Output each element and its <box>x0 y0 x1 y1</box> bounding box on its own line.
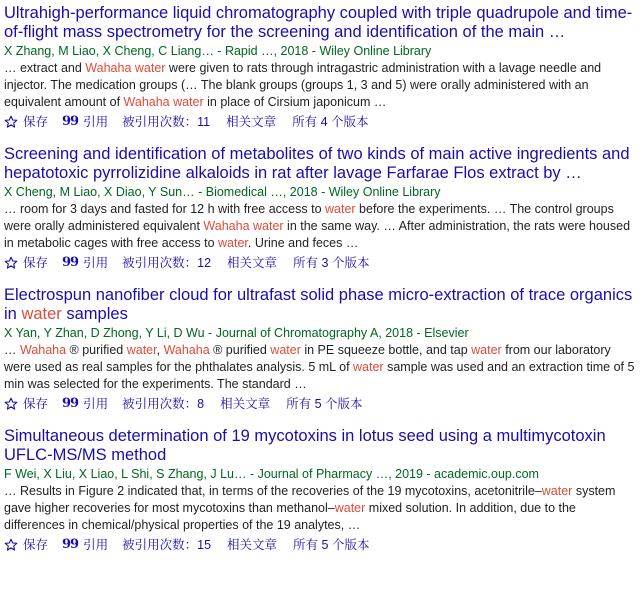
cite-button[interactable] <box>62 113 108 131</box>
text-segment: ® purified <box>209 343 271 357</box>
highlighted-term: water <box>270 343 301 357</box>
quote-icon: 99 <box>62 537 79 552</box>
save-button[interactable] <box>4 113 48 131</box>
related-articles-link[interactable]: 相关文章 <box>226 115 277 129</box>
result-title-link[interactable] <box>4 427 638 465</box>
text-segment: ® purified <box>66 343 127 357</box>
highlighted-term: water <box>126 343 157 357</box>
cited-by-link[interactable]: 被引用次数：8 <box>122 397 205 411</box>
text-segment: sample was used and an extraction time of 5 min was selected for the experiments. The standard … <box>4 360 635 391</box>
result-title-link[interactable] <box>4 286 638 324</box>
highlighted-term: water <box>471 343 502 357</box>
save-label: 保存 <box>23 256 49 270</box>
text-segment: Simultaneous determination of 19 mycotoxins in lotus seed using a multimycotoxin UFLC-MS/MS method <box>4 427 606 464</box>
result-item <box>4 427 638 554</box>
text-segment: . Urine and feces … <box>247 236 359 250</box>
save-button[interactable] <box>4 254 48 272</box>
cite-label: 引用 <box>83 538 109 552</box>
all-versions-link[interactable]: 所有 5 个版本 <box>293 538 370 552</box>
save-label: 保存 <box>23 397 49 411</box>
text-segment: in place of Cirsium japonicum … <box>203 95 387 109</box>
text-segment: were given to rats through intragastric administration with a lavage needle and injector. The medication groups (… The blank groups (groups 1, 3 and 5) were orally administered with an equivalent amount of <box>4 61 602 109</box>
star-icon <box>4 115 18 129</box>
text-segment: before the experiments. … The control groups were orally administered equivalent <box>4 202 614 233</box>
text-segment: … room for 3 days and fasted for 12 h with free access to <box>4 202 325 216</box>
text-segment: in PE squeeze bottle, and tap <box>300 343 472 357</box>
cite-label: 引用 <box>83 115 109 129</box>
all-versions-link[interactable]: 所有 5 个版本 <box>286 397 363 411</box>
text-segment: system gave higher recoveries for most mycotoxins than methanol– <box>4 484 616 515</box>
result-authors[interactable]: X Zhang, M Liao, X Cheng, C Liang… - Rapid …, 2018 - Wiley Online Library <box>4 44 432 58</box>
result-authors[interactable]: X Yan, Y Zhan, D Zhong, Y Li, D Wu - Journal of Chromatography A, 2018 - Elsevier <box>4 326 469 340</box>
save-label: 保存 <box>23 538 49 552</box>
cited-by-link[interactable]: 被引用次数：11 <box>122 115 211 129</box>
text-segment: … Results in Figure 2 indicated that, in terms of the recoveries of the 19 mycotoxins, acetonitrile– <box>4 484 542 498</box>
text-segment: samples <box>61 305 128 323</box>
highlighted-term: water <box>325 202 356 216</box>
cite-label: 引用 <box>83 256 109 270</box>
result-title-link[interactable] <box>4 145 638 183</box>
quote-icon: 99 <box>62 396 79 411</box>
text-segment: mixed solution. In addition, due to the differences in chemical/physical properties of the 19 analytes, … <box>4 501 576 532</box>
result-snippet <box>4 342 638 393</box>
quote-icon: 99 <box>62 114 79 129</box>
highlighted-term: water <box>334 501 366 515</box>
text-segment: , <box>156 343 164 357</box>
save-button[interactable] <box>4 536 48 554</box>
all-versions-link[interactable]: 所有 3 个版本 <box>293 256 370 270</box>
result-actions <box>4 254 638 272</box>
text-segment: in the same way. … After administration, the rats were housed in metabolic cages with free access to <box>4 219 631 250</box>
highlighted-term: Wahaha <box>163 343 210 357</box>
cite-button[interactable] <box>62 536 108 554</box>
result-actions <box>4 395 638 413</box>
highlighted-term: water <box>218 236 248 250</box>
text-segment: Screening and identification of metabolites of two kinds of main active ingredients and hepatotoxic pyrrolizidine alkaloids in rat after lavage Farfarae Flos extract by … <box>4 145 630 182</box>
result-snippet <box>4 201 638 252</box>
cite-button[interactable] <box>62 395 108 413</box>
related-articles-link[interactable]: 相关文章 <box>220 397 271 411</box>
highlighted-term: water <box>541 484 573 498</box>
text-segment: Ultrahigh-performance liquid chromatography coupled with triple quadrupole and time-of-flight mass spectrometry for the screening and identification of the main … <box>4 4 633 41</box>
text-segment: Electrospun nanofiber cloud for ultrafast solid phase micro-extraction of trace organics in <box>4 286 633 323</box>
star-icon <box>4 256 18 270</box>
save-button[interactable] <box>4 395 48 413</box>
cited-by-link[interactable]: 被引用次数：12 <box>122 256 212 270</box>
highlighted-term: water <box>353 360 384 374</box>
result-authors[interactable]: X Cheng, M Liao, X Diao, Y Sun… - Biomedical …, 2018 - Wiley Online Library <box>4 185 441 199</box>
result-snippet <box>4 483 638 534</box>
results-list <box>4 4 638 568</box>
save-label: 保存 <box>23 115 49 129</box>
result-item <box>4 145 638 272</box>
result-item <box>4 286 638 413</box>
result-authors[interactable]: F Wei, X Liu, X Liao, L Shi, S Zhang, J Lu… - Journal of Pharmacy …, 2019 - academic.oup.com <box>4 467 539 481</box>
result-actions <box>4 113 638 131</box>
star-icon <box>4 397 18 411</box>
highlighted-term: Wahaha water <box>123 95 204 109</box>
cited-by-link[interactable]: 被引用次数：15 <box>122 538 212 552</box>
highlighted-term: water <box>21 305 62 323</box>
all-versions-link[interactable]: 所有 4 个版本 <box>292 115 369 129</box>
text-segment: … <box>4 343 20 357</box>
result-title-link[interactable] <box>4 4 638 42</box>
highlighted-term: Wahaha <box>19 343 67 357</box>
star-icon <box>4 538 18 552</box>
quote-icon: 99 <box>62 255 79 270</box>
result-actions <box>4 536 638 554</box>
cite-label: 引用 <box>83 397 109 411</box>
related-articles-link[interactable]: 相关文章 <box>227 538 278 552</box>
highlighted-term: Wahaha water <box>203 219 284 233</box>
cite-button[interactable] <box>62 254 108 272</box>
text-segment: … extract and <box>4 61 86 75</box>
result-item <box>4 4 638 131</box>
result-snippet <box>4 60 638 111</box>
related-articles-link[interactable]: 相关文章 <box>227 256 278 270</box>
text-segment: from our laboratory were used as real samples for the phthalates analysis. 5 mL of <box>4 343 611 374</box>
highlighted-term: Wahaha water <box>85 61 166 75</box>
